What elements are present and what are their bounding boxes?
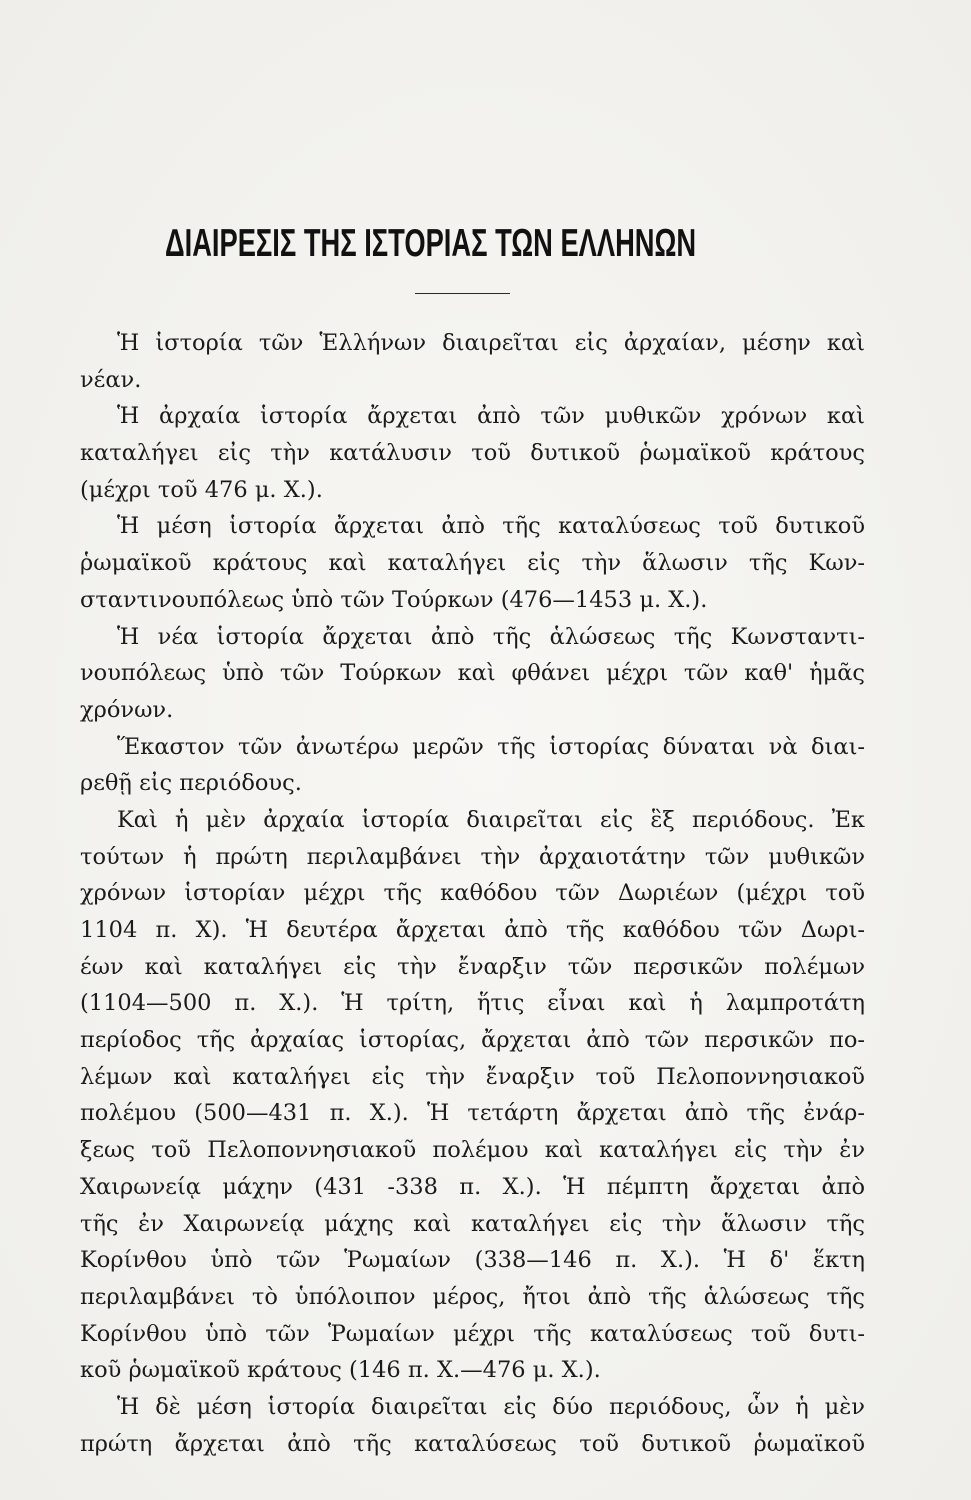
text-line: πολέμου (500—431 π. Χ.). Ἡ τετάρτη ἄρχεται ἀπὸ τῆς ἐνάρ- <box>80 1100 865 1127</box>
text-line: πρώτη ἄρχεται ἀπὸ τῆς καταλύσεως τοῦ δυτικοῦ ῥωμαϊκοῦ <box>80 1430 865 1457</box>
text-line: έων καὶ καταλήγει εἰς τὴν ἔναρξιν τῶν περσικῶν πολέμων <box>80 953 865 980</box>
page-title: ΔΙΑΙΡΕΣΙΣ ΤΗΣ ΙΣΤΟΡΙΑΣ ΤΩΝ ΕΛΛΗΝΩΝ <box>165 222 697 265</box>
text-line: νουπόλεως ὑπὸ τῶν Τούρκων καὶ φθάνει μέχρι τῶν καθ' ἡμᾶς <box>80 660 865 687</box>
text-line: Κορίνθου ὑπὸ τῶν Ῥωμαίων (338—146 π. Χ.). Ἡ δ' ἕκτη <box>80 1247 865 1274</box>
text-line: καταλήγει εἰς τὴν κατάλυσιν τοῦ δυτικοῦ ῥωμαϊκοῦ κράτους <box>80 440 865 467</box>
text-line: ῥωμαϊκοῦ κράτους καὶ καταλήγει εἰς τὴν ἅλωσιν τῆς Κων- <box>80 550 865 577</box>
text-line: ξεως τοῦ Πελοποννησιακοῦ πολέμου καὶ καταλήγει εἰς τὴν ἐν <box>80 1137 865 1164</box>
text-line: Χαιρωνείᾳ μάχην (431 -338 π. Χ.). Ἡ πέμπτη ἄρχεται ἀπὸ <box>80 1173 865 1200</box>
text-line: περίοδος τῆς ἀρχαίας ἱστορίας, ἄρχεται ἀπὸ τῶν περσικῶν πο- <box>80 1027 865 1054</box>
text-line: χρόνων. <box>80 696 174 723</box>
text-line: τῆς ἐν Χαιρωνείᾳ μάχης καὶ καταλήγει εἰς τὴν ἅλωσιν τῆς <box>80 1210 865 1237</box>
text-line: λέμων καὶ καταλήγει εἰς τὴν ἔναρξιν τοῦ Πελοποννησιακοῦ <box>80 1063 865 1090</box>
text-line: (1104—500 π. Χ.). Ἡ τρίτη, ἥτις εἶναι καὶ ἡ λαμπροτάτη <box>80 990 865 1017</box>
text-line: Ἡ ἱστορία τῶν Ἑλλήνων διαιρεῖται εἰς ἀρχαίαν, μέσην καὶ <box>117 330 865 356</box>
text-line: Ἡ δὲ μέση ἱστορία διαιρεῖται εἰς δύο περιόδους, ὧν ἡ μὲν <box>117 1393 865 1420</box>
text-line: Ἡ νέα ἱστορία ἄρχεται ἀπὸ τῆς ἁλώσεως τῆς Κωνσταντι- <box>117 623 865 650</box>
text-line: τούτων ἡ πρώτη περιλαμβάνει τὴν ἀρχαιοτάτην τῶν μυθικῶν <box>80 843 865 870</box>
text-line: 1104 π. Χ). Ἡ δευτέρα ἄρχεται ἀπὸ τῆς καθόδου τῶν Δωρι- <box>80 917 865 943</box>
text-line: Ἡ ἀρχαία ἱστορία ἄρχεται ἀπὸ τῶν μυθικῶν χρόνων καὶ <box>117 403 865 430</box>
text-line: νέαν. <box>80 366 142 393</box>
text-line: Ἡ μέση ἱστορία ἄρχεται ἀπὸ τῆς καταλύσεως τοῦ δυτικοῦ <box>117 513 865 540</box>
text-line: ρεθῇ εἰς περιόδους. <box>80 770 302 797</box>
text-line: περιλαμβάνει τὸ ὑπόλοιπον μέρος, ἤτοι ἀπὸ τῆς ἁλώσεως τῆς <box>80 1283 865 1310</box>
text-line: Ἕκαστον τῶν ἀνωτέρω μερῶν τῆς ἱστορίας δύναται νὰ διαι- <box>117 733 865 760</box>
body-text <box>80 325 865 1462</box>
text-line: κοῦ ῥωμαϊκοῦ κράτους (146 π. Χ.—476 μ. Χ.). <box>80 1357 601 1384</box>
text-line: σταντινουπόλεως ὑπὸ τῶν Τούρκων (476—1453 μ. Χ.). <box>80 586 708 613</box>
text-line: (μέχρι τοῦ 476 μ. Χ.). <box>80 476 323 503</box>
title-divider <box>415 293 510 294</box>
text-line: Κορίνθου ὑπὸ τῶν Ῥωμαίων μέχρι τῆς καταλύσεως τοῦ δυτι- <box>80 1320 865 1347</box>
text-line: Καὶ ἡ μὲν ἀρχαία ἱστορία διαιρεῖται εἰς ἓξ περιόδους. Ἐκ <box>117 806 865 833</box>
text-line: χρόνων ἱστορίαν μέχρι τῆς καθόδου τῶν Δωριέων (μέχρι τοῦ <box>80 880 865 907</box>
